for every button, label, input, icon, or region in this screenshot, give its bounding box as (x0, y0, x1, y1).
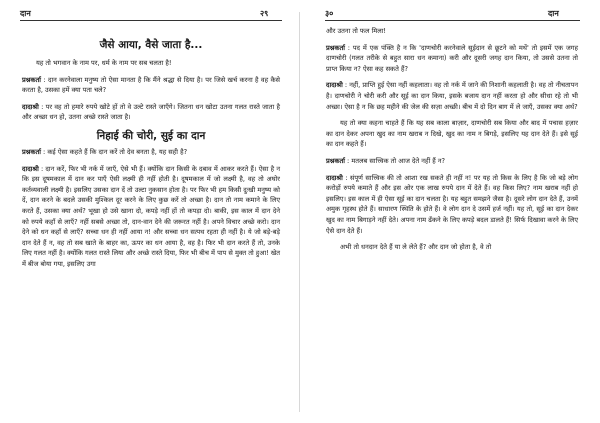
left-page-content (22, 26, 280, 276)
paragraph (326, 80, 578, 112)
paragraph (22, 147, 280, 158)
section-heading-1: जैसे आया, वैसे जाता है... (99, 39, 203, 51)
speaker-label: प्रश्नकर्ता (22, 147, 41, 156)
paragraph (22, 102, 280, 123)
paragraph (22, 58, 280, 69)
paragraph (22, 75, 280, 96)
right-page-number: ३० (325, 9, 334, 18)
speaker-label: प्रश्नकर्ता (22, 75, 41, 84)
right-header-rule (325, 20, 580, 21)
paragraph (326, 242, 578, 253)
right-page (300, 0, 600, 423)
paragraph (22, 164, 280, 270)
paragraph-text: : कई ऐसा कहते हैं कि दान करें तो देव बनता है, यह सही है? (40, 147, 188, 156)
speaker-label: दादाश्री (326, 173, 343, 182)
left-page-number: २९ (260, 9, 269, 18)
paragraph-text: : पर वह तो हमारे रुपये खोटे हों तो वे उल्टे रास्ते जाएँगे। जितना धन खोटा उतना गलत रास्ते जाता है और अच्छा धन हो, उतना अच्छे रास्ते जाता है। (22, 102, 280, 122)
paragraph-text: : मतलब सात्त्विक तो आज देते नहीं हैं न? (344, 156, 446, 165)
paragraph-text: और उतना तो फल मिला! (326, 27, 387, 35)
speaker-label: दादाश्री (22, 102, 39, 111)
paragraph-text: : दान करें, फिर भी नर्क में जाएँ, ऐसे भी हैं। क्योंकि दान किसी के दबाव में आकर करते हैं। ऐसा है न कि इस दूषमकाल में दान कर पाएँ ऐसी लक्ष्मी ही नहीं होती है। दूषमकाल में जो लक्ष्मी है, वह तो अघोर कर्तव्यवाली लक्ष्मी है। इसलिए उसका दान दें तो उल्टा नुकसान होता है। पर फिर भी हम किसी दुःखी मनुष्य को दें, दान करने के बदले उसकी मुश्किल दूर करने के लिए कुछ करें तो अच्छा है। दान तो नाम कमाने के लिए करते हैं, उसका क्या अर्थ? भूखा हो उसे खाना दो, कपड़े नहीं हों तो कपड़ा दो। बाकी, इस काल में दान देने को रुपये कहाँ से लाएँ? नहीं सबसे अच्छा तो, दान-वान देने की जरूरत नहीं है। अपने विचार अच्छे करो। दान देने को धन कहाँ से लाएँ? सच्चा धन ही नहीं आया न! और सच्चा धन सत्पथ रहता ही नहीं है। ये जो बड़े-बड़े दान देते हैं न, वह तो सब खाते के बाहर का, ऊपर का धन आया है, वह है। फिर भी दान करते हैं तो, उनके लिए गलत नहीं है। क्योंकि गलत रास्ते लिया और अच्छे रास्ते दिया, फिर भी बीच में पाप से मुक्त तो हुआ! खेत में बीज बोया गया, इसलिए उगा (22, 164, 280, 268)
speaker-label: प्रश्नकर्ता (326, 43, 345, 52)
paragraph (326, 26, 578, 37)
paragraph (326, 118, 578, 150)
section-heading-2: निहाई की चोरी, सुई का दान (96, 129, 206, 142)
paragraph-text: अभी तो धनदान देते हैं या ले लेते हैं? और दान जो होता है, वे तो (340, 243, 492, 252)
left-header-rule (20, 20, 282, 21)
paragraph (326, 173, 578, 237)
paragraph-text: : नहीं, प्राप्ति हुई ऐसा नहीं कहलाता। वह तो नर्क में जाने की निशानी कहलाती है। वह तो नीचतापन है। दाणचोरी ने चोरी करी और सूई का दान किया, इसके बजाय दान नहीं करता हो और सीधा रहे तो भी अच्छा। ऐसा है न कि छह महीने की जेल की सज़ा अच्छी। बीच में दो दिन बाग में ले जाएँ, उसका क्या अर्थ? (326, 81, 578, 111)
speaker-label: दादाश्री (326, 81, 343, 90)
right-page-content (326, 26, 578, 259)
left-page-header-title: दान (20, 9, 31, 18)
speaker-label: दादाश्री (22, 164, 39, 173)
paragraph-text: : पद में एक पंक्ति है न कि 'दाणचोरी करनेवाले सूईदान से छूटने को मथें' तो इसमें एक जगह दाणचोरी (गलत तरीके से बहुत सारा धन कमाना) करी और दूसरी जगह दान किया, तो उससे उतना तो प्राप्त किया न? ऐसा कह सकते हैं? (326, 43, 578, 73)
paragraph-text: यह तो क्या कहना चाहते हैं कि यह सब काला बाज़ार, दाणचोरी सब किया और बाद में पचास हज़ार का दान देकर अपना खुद का नाम खराब न दिखे, खुद का नाम न बिगड़े, इसलिए यह दान देते हैं। इसे सूई का दान कहते हैं। (326, 119, 578, 149)
paragraph-text: : दान करनेवाला मनुष्य तो ऐसा मानता है कि मैंने श्रद्धा से दिया है। पर जिसे खर्च करना है वह कैसे करता है, उसका हमें क्या पता चले? (22, 75, 280, 95)
right-page-header-title: दान (548, 9, 559, 18)
paragraph-text: यह तो भगवान के नाम पर, धर्म के नाम पर सब चलता है! (36, 59, 172, 67)
paragraph-text: : संपूर्ण सात्त्विक की तो आशा रख सकते ही नहीं न! पर यह तो किस के लिए है कि जो बड़े लोग करोड़ों रुपये कमाते हैं और इस ओर एक लाख रुपये दान में देते हैं। वह किस लिए? नाम खराब नहीं हो इसलिए। इस काल में ही ऐसा सूई का दान चलता है। यह बहुत समझने जैसा है। दूसरे लोग दान देते हैं, उनमें अमुक गृहस्थ होते हैं। साधारण स्थिति के होते हैं। वे लोग दान दे उसमें हर्ज नहीं। यह तो, सूई का दान देकर खुद का नाम बिगाड़ने नहीं देते। अपना नाम ढँकने के लिए कपड़े बदल डालते हैं! सिर्फ दिखावा करने के लिए ऐसे दान देते हैं। (326, 173, 578, 235)
paragraph (326, 43, 578, 75)
speaker-label: प्रश्नकर्ता (326, 156, 345, 165)
paragraph (326, 156, 578, 167)
